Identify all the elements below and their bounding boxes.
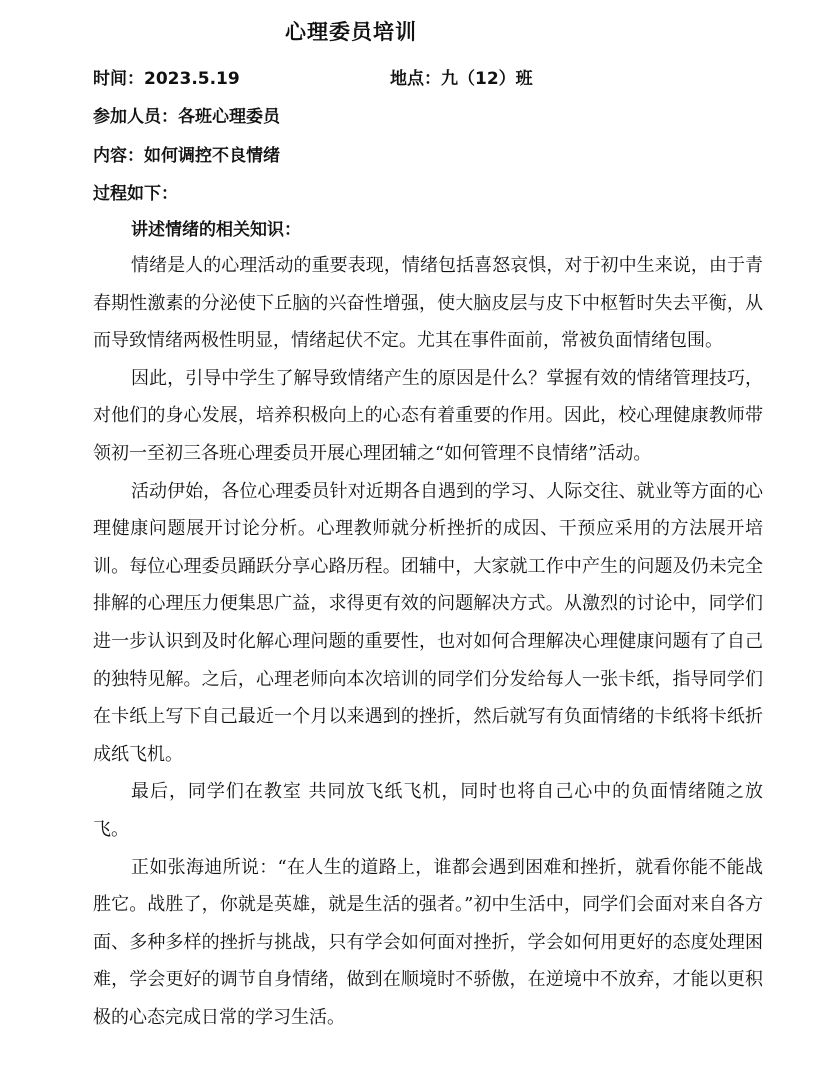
paragraph-purpose: 因此，引导中学生了解导致情绪产生的原因是什么？掌握有效的情绪管理技巧，对他们的身心发展，培养积极向上的心态有着重要的作用。因此，校心理健康教师带领初一至初三各班心理委员开展心理团辅之“如何管理不良情绪”活动。 — [93, 367, 763, 464]
document-title: 心理委员培训 — [285, 20, 417, 44]
paragraph-finale: 最后，同学们在教室 共同放飞纸飞机，同时也将自己心中的负面情绪随之放飞。 — [93, 781, 763, 840]
process-label: 过程如下： — [93, 184, 178, 204]
time-line: 时间：2023.5.19 — [93, 69, 240, 89]
participants-line: 参加人员：各班心理委员 — [93, 107, 280, 127]
content-line: 内容：如何调控不良情绪 — [93, 146, 280, 166]
paragraph-conclusion: 正如张海迪所说：“在人生的道路上，谁都会遇到困难和挫折，就看你能不能战胜它。战胜了，你就是英雄，就是生活的强者。”初中生活中，同学们会面对来自各方面、多种多样的挫折与挑战，只有学会如何面对挫折，学会如何用更好的态度处理困难，学会更好的调节自身情绪，做到在顺境时不骄傲，在逆境中不放弃，才能以更积极的心态完成日常的学习生活。 — [93, 856, 763, 1028]
paragraph-activity: 活动伊始，各位心理委员针对近期各自遇到的学习、人际交往、就业等方面的心理健康问题展开讨论分析。心理教师就分析挫折的成因、干预应采用的方法展开培训。每位心理委员踊跃分享心路历程。团辅中，大家就工作中产生的问题及仍未完全排解的心理压力便集思广益，求得更有效的问题解决方式。从激烈的讨论中，同学们进一步认识到及时化解心理问题的重要性，也对如何合理解决心理健康问题有了自己的独特见解。之后，心理老师向本次培训的同学们分发给每人一张卡纸，指导同学们在卡纸上写下自己最近一个月以来遇到的挫折，然后就写有负面情绪的卡纸将卡纸折成纸飞机。 — [93, 480, 763, 765]
section-heading: 讲述情绪的相关知识： — [131, 220, 301, 240]
document-body — [93, 247, 763, 1036]
place-line: 地点：九（12）班 — [390, 69, 533, 89]
paragraph-emotions-intro: 情绪是人的心理活动的重要表现，情绪包括喜怒哀惧，对于初中生来说，由于青春期性激素的分泌使下丘脑的兴奋性增强，使大脑皮层与皮下中枢暂时失去平衡，从而导致情绪两极性明显，情绪起伏不定。尤其在事件面前，常被负面情绪包围。 — [93, 255, 763, 352]
